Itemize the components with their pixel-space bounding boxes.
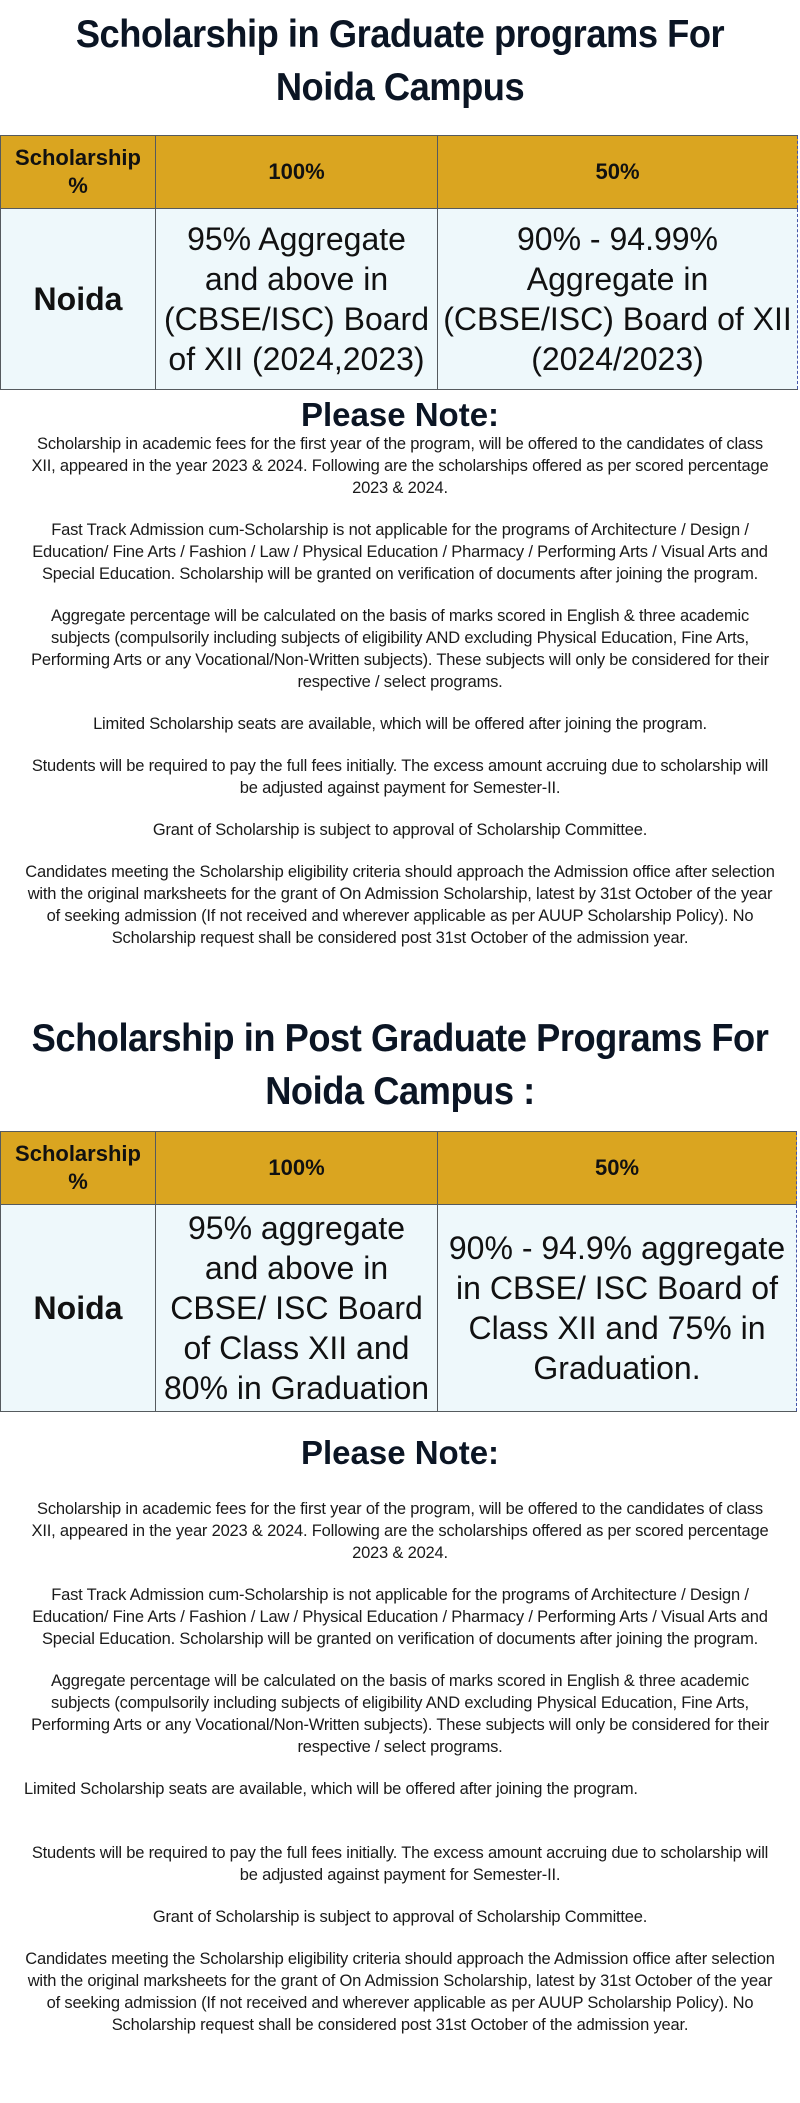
please-note-heading: Please Note: — [300, 396, 500, 433]
note-paragraph: Grant of Scholarship is subject to approval of Scholarship Committee. — [152, 821, 648, 839]
postgraduate-scholarship-table — [0, 1131, 797, 1412]
postgraduate-section-title: Scholarship in Post Graduate Programs For Noida Campus : — [31, 1017, 769, 1113]
table-row — [1, 1205, 797, 1412]
criteria-100-cell: 95% aggregate and above in CBSE/ ISC Board of Class XII and 80% in Graduation — [156, 1205, 438, 1412]
graduate-section-title: Scholarship in Graduate programs For Noida Campus — [75, 13, 725, 109]
table-header-row — [1, 1132, 797, 1205]
please-note-heading: Please Note: — [300, 1434, 500, 1471]
campus-cell: Noida — [1, 1205, 156, 1412]
header-100-percent: 100% — [156, 1132, 438, 1205]
note-paragraph: Candidates meeting the Scholarship eligibility criteria should approach the Admission office after selection with the original marksheets for the grant of On Admission Scholarship, latest by 31st October of the year of seeking admission (If not received and wherever applicable as per AUUP Scholarship Policy). No Scholarship request shall be considered post 31st October of the admission year. — [25, 1950, 775, 2034]
note-paragraph: Limited Scholarship seats are available, which will be offered after joining the program. — [93, 715, 707, 733]
note-paragraph: Limited Scholarship seats are available, which will be offered after joining the program. — [24, 1780, 638, 1798]
graduate-notes — [24, 433, 776, 969]
note-paragraph: Candidates meeting the Scholarship eligibility criteria should approach the Admission office after selection with the original marksheets for the grant of On Admission Scholarship, latest by 31st October of the year of seeking admission (If not received and wherever applicable as per AUUP Scholarship Policy). No Scholarship request shall be considered post 31st October of the admission year. — [25, 863, 775, 947]
note-paragraph: Grant of Scholarship is subject to approval of Scholarship Committee. — [152, 1908, 648, 1926]
note-paragraph: Students will be required to pay the full fees initially. The excess amount accruing due to scholarship will be adjusted against payment for Semester-II. — [31, 757, 769, 797]
note-paragraph: Scholarship in academic fees for the first year of the program, will be offered to the candidates of class XII, appeared in the year 2023 & 2024. Following are the scholarships offered as per scored percentage 2023 & 2024. — [31, 1500, 769, 1562]
header-100-percent: 100% — [156, 136, 438, 209]
table-header-row — [1, 136, 798, 209]
table-row — [1, 209, 798, 390]
note-paragraph: Aggregate percentage will be calculated on the basis of marks scored in English & three academic subjects (compulsorily including subjects of eligibility AND excluding Physical Education, Fine Arts, Performing Arts or any Vocational/Non-Written subjects). These subjects will only be considered for their respective / select programs. — [31, 1672, 769, 1756]
note-paragraph: Students will be required to pay the full fees initially. The excess amount accruing due to scholarship will be adjusted against payment for Semester-II. — [31, 1844, 769, 1884]
header-scholarship-percent: Scholarship % — [1, 1132, 156, 1205]
note-paragraph: Fast Track Admission cum-Scholarship is not applicable for the programs of Architecture / Design / Education/ Fine Arts / Fashion / Law / Physical Education / Pharmacy / Performing Arts / Visual Arts and Special Education. Scholarship will be granted on verification of documents after joining the program. — [32, 1586, 768, 1648]
postgraduate-notes — [24, 1498, 776, 2056]
header-50-percent: 50% — [438, 1132, 797, 1205]
criteria-100-cell: 95% Aggregate and above in (CBSE/ISC) Board of XII (2024,2023) — [156, 209, 438, 390]
criteria-50-cell: 90% - 94.99% Aggregate in (CBSE/ISC) Board of XII (2024/2023) — [438, 209, 798, 390]
criteria-50-cell: 90% - 94.9% aggregate in CBSE/ ISC Board of Class XII and 75% in Graduation. — [438, 1205, 797, 1412]
header-50-percent: 50% — [438, 136, 798, 209]
note-paragraph: Fast Track Admission cum-Scholarship is not applicable for the programs of Architecture / Design / Education/ Fine Arts / Fashion / Law / Physical Education / Pharmacy / Performing Arts / Visual Arts and Special Education. Scholarship will be granted on verification of documents after joining the program. — [32, 521, 768, 583]
note-paragraph: Scholarship in academic fees for the first year of the program, will be offered to the candidates of class XII, appeared in the year 2023 & 2024. Following are the scholarships offered as per scored percentage 2023 & 2024. — [31, 435, 769, 497]
graduate-scholarship-table — [0, 135, 798, 390]
campus-cell: Noida — [1, 209, 156, 390]
note-paragraph: Aggregate percentage will be calculated on the basis of marks scored in English & three academic subjects (compulsorily including subjects of eligibility AND excluding Physical Education, Fine Arts, Performing Arts or any Vocational/Non-Written subjects). These subjects will only be considered for their respective / select programs. — [31, 607, 769, 691]
header-scholarship-percent: Scholarship % — [1, 136, 156, 209]
